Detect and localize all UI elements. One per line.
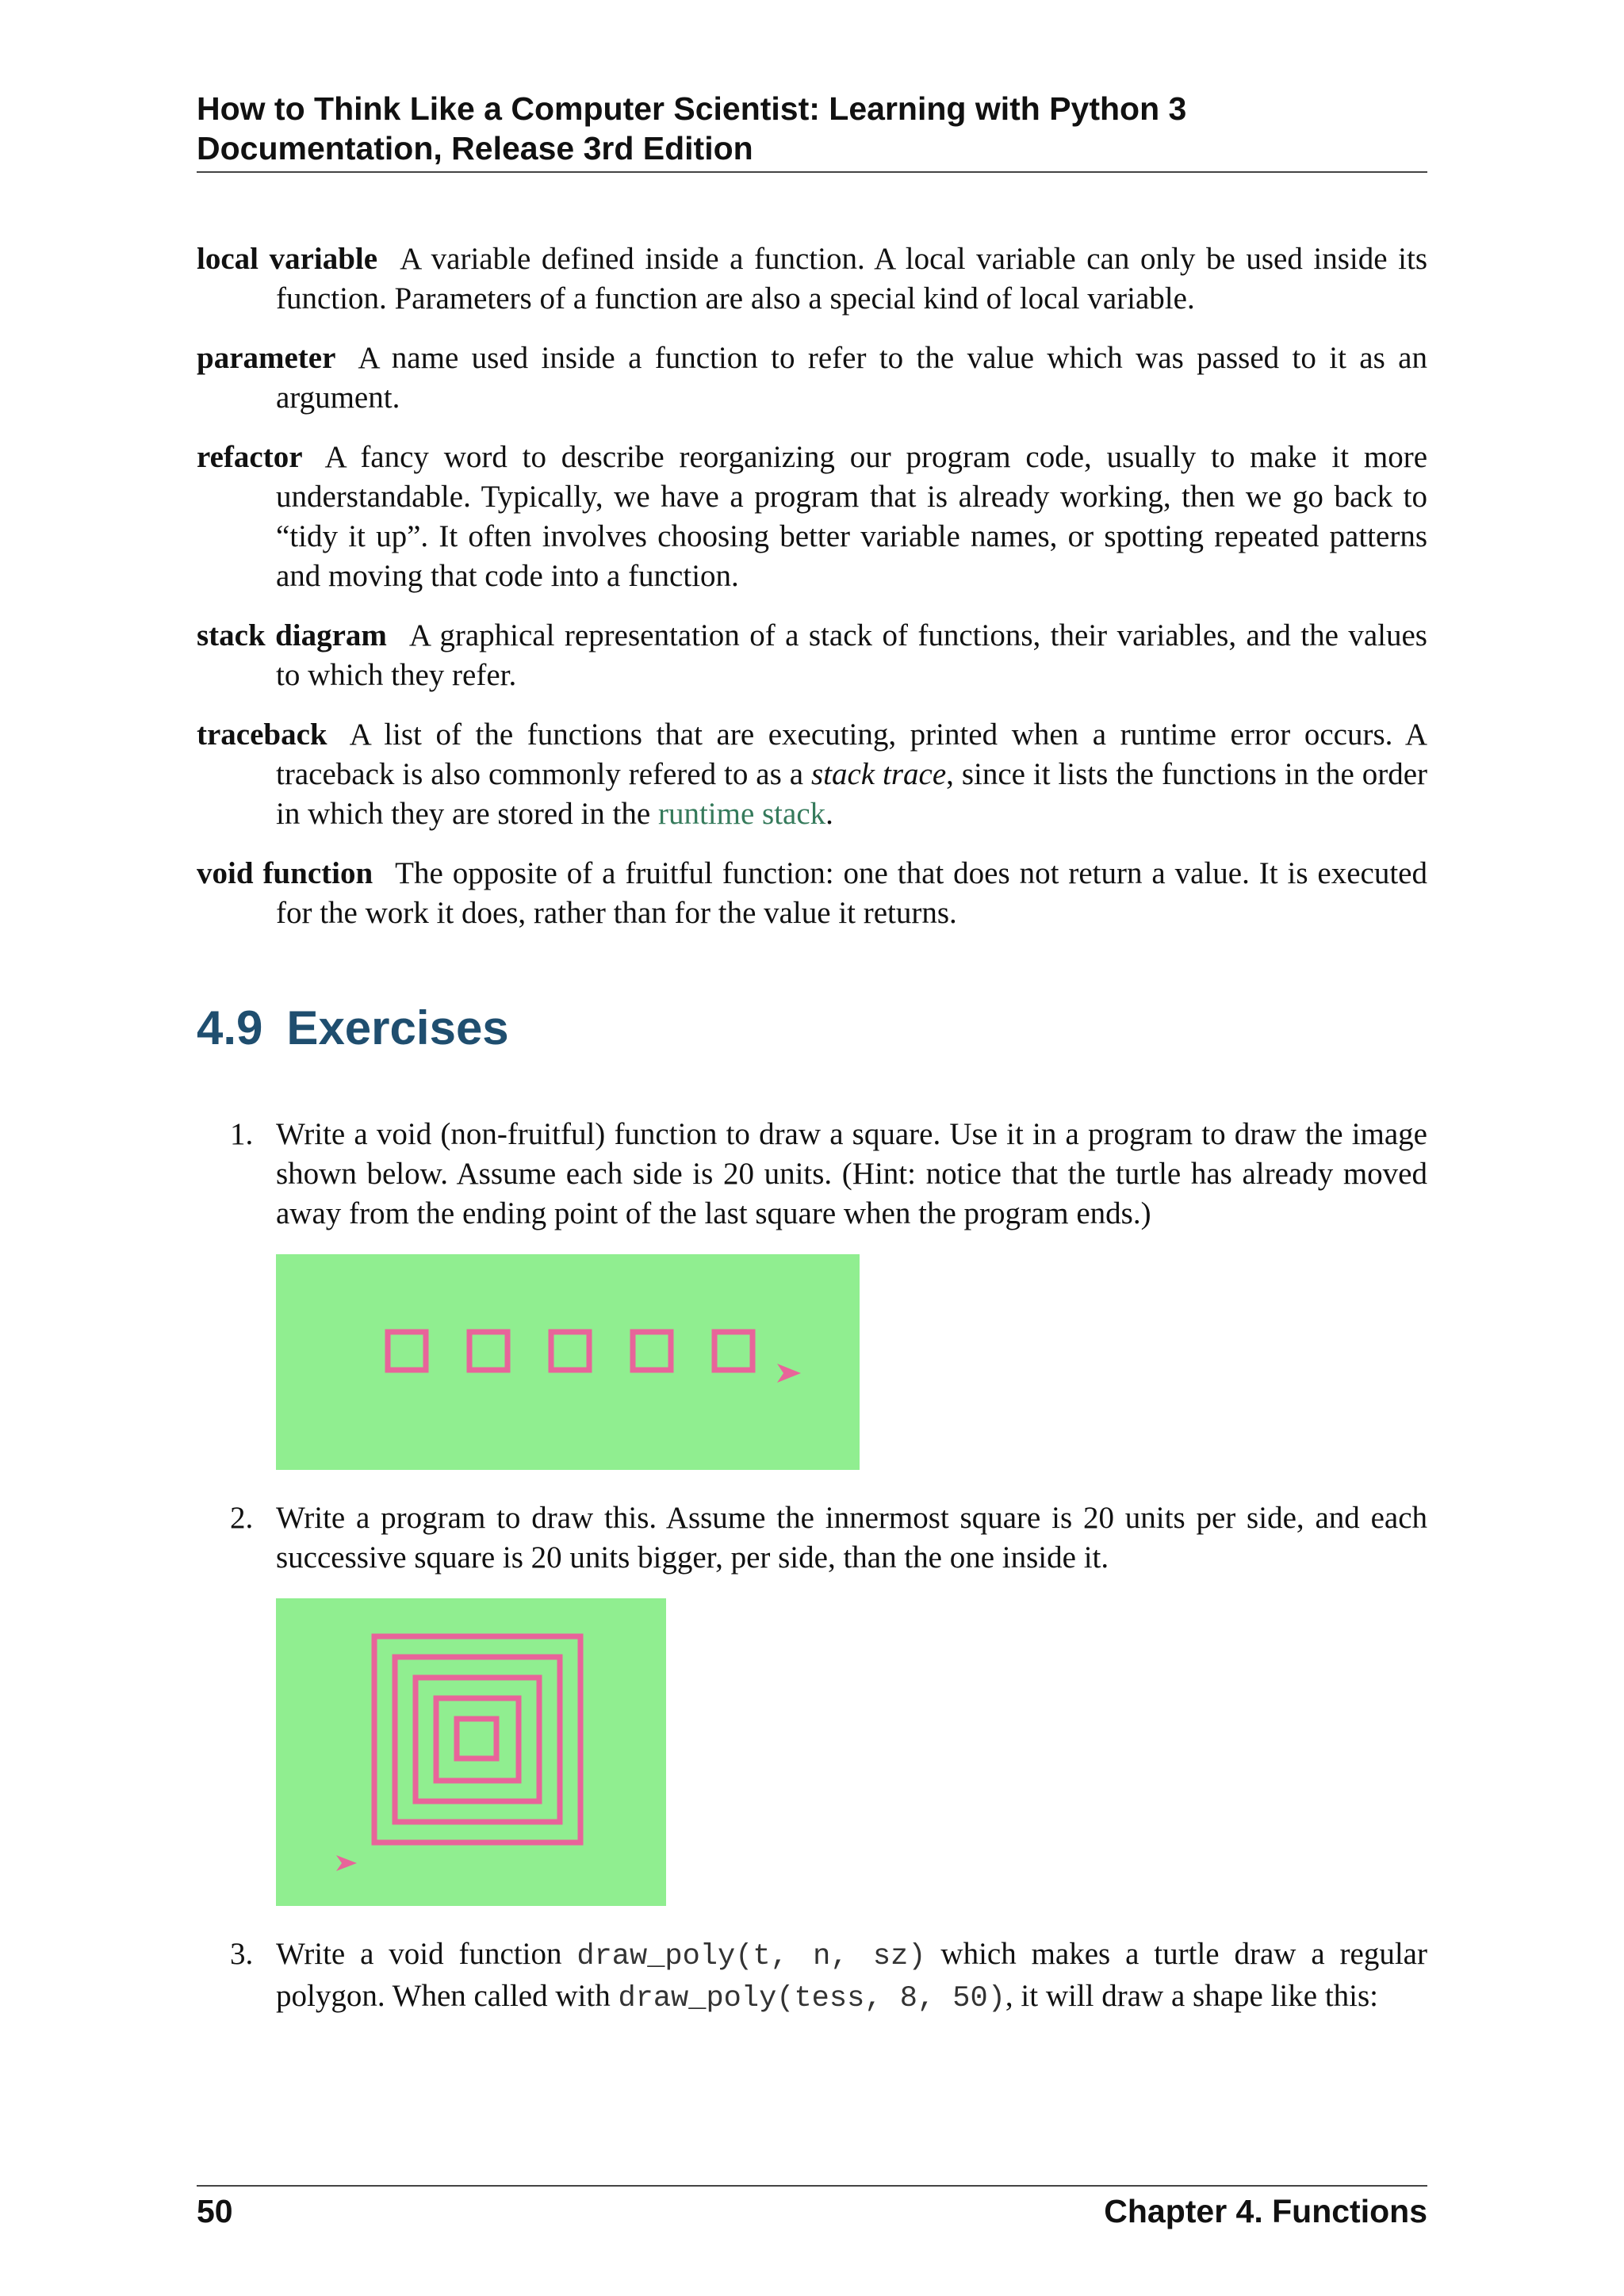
- glossary-definition-part: .: [825, 797, 833, 831]
- glossary-definition: A graphical representation of a stack of functions, their variables, and the values to which they refer.: [276, 618, 1427, 692]
- nested-squares-figure: [276, 1598, 666, 1906]
- glossary-term: traceback: [197, 718, 327, 752]
- glossary-list: [197, 239, 1427, 953]
- glossary-definition: A variable defined inside a function. A local variable can only be used inside its function. Parameters of a function are also a special kind of local variable.: [276, 242, 1428, 316]
- section-heading: [197, 1001, 509, 1055]
- exercise-text-part: Write a void function: [276, 1937, 577, 1971]
- squares-row-figure: [276, 1254, 860, 1470]
- section-number: 4.9: [197, 1001, 263, 1054]
- square-1: [388, 1332, 426, 1370]
- nested-square-2: [436, 1698, 519, 1781]
- glossary-entry-traceback: [197, 715, 1427, 834]
- glossary-term: void function: [197, 856, 373, 890]
- section-title: Exercises: [286, 1001, 509, 1054]
- exercise-number: 2.: [230, 1501, 254, 1535]
- runtime-stack-link[interactable]: runtime stack: [657, 797, 826, 831]
- square-4: [633, 1332, 671, 1370]
- glossary-term: refactor: [197, 440, 303, 474]
- glossary-emphasis: stack trace: [810, 757, 947, 791]
- glossary-entry-refactor: [197, 438, 1427, 596]
- square-2: [469, 1332, 508, 1370]
- exercise-1: [230, 1115, 1427, 1234]
- page-number: 50: [197, 2193, 233, 2229]
- glossary-term: local variable: [197, 242, 378, 276]
- inline-code-draw-poly-signature: draw_poly(t, n, sz): [576, 1940, 926, 1973]
- glossary-entry-local-variable: [197, 239, 1427, 319]
- turtle-arrow-icon: [777, 1364, 801, 1383]
- glossary-term: stack diagram: [197, 618, 387, 652]
- glossary-definition: A name used inside a function to refer to the value which was passed to it as an argument.: [276, 341, 1427, 415]
- turtle-arrow-icon: [336, 1855, 357, 1871]
- exercise-3: [230, 1934, 1427, 2019]
- exercise-text-part: which makes a turtle draw a regular polygon. When called with: [276, 1937, 1427, 2013]
- nested-square-4: [395, 1657, 560, 1822]
- glossary-definition: A fancy word to describe reorganizing our program code, usually to make it more understandable. Typically, we have a program that is already working, then we go back to “tidy it up”. It often involves choosing better variable names, or spotting repeated patterns and moving that code into a function.: [276, 440, 1427, 593]
- nested-square-5: [374, 1636, 580, 1843]
- glossary-definition: The opposite of a fruitful function: one that does not return a value. It is executed for the work it does, rather than for the value it returns.: [276, 856, 1427, 930]
- inline-code-draw-poly-call: draw_poly(tess, 8, 50): [618, 1982, 1005, 2015]
- exercise-text-part: , it will draw a shape like this:: [1005, 1979, 1378, 2013]
- glossary-term: parameter: [197, 341, 336, 375]
- square-5: [714, 1332, 753, 1370]
- exercise-text: Write a void (non-fruitful) function to draw a square. Use it in a program to draw the image shown below. Assume each side is 20 units. (Hint: notice that the turtle has already moved away from the ending point of the last square when the program ends.): [276, 1117, 1427, 1230]
- exercise-number: 1.: [230, 1117, 254, 1151]
- glossary-definition-part: A list of the functions that are executing, printed when a runtime error occurs. A traceback is also commonly refered to as a: [276, 718, 1427, 791]
- square-3: [551, 1332, 589, 1370]
- exercise-number: 3.: [230, 1937, 254, 1971]
- glossary-definition-part: , since it lists the functions in the order in which they are stored in the: [276, 757, 1427, 831]
- glossary-entry-stack-diagram: [197, 616, 1427, 695]
- nested-square-1: [457, 1719, 496, 1758]
- header-line-2: Documentation, Release 3rd Edition: [197, 130, 753, 166]
- page-footer: [197, 2185, 1427, 2231]
- exercise-text: Write a program to draw this. Assume the innermost square is 20 units per side, and each successive square is 20 units bigger, per side, than the one inside it.: [276, 1501, 1427, 1575]
- running-header: [197, 89, 1427, 173]
- glossary-entry-parameter: [197, 339, 1427, 418]
- exercise-2: [230, 1498, 1427, 1578]
- glossary-entry-void-function: [197, 854, 1427, 933]
- chapter-label: Chapter 4. Functions: [1104, 2193, 1427, 2229]
- header-line-1: How to Think Like a Computer Scientist: Learning with Python 3: [197, 90, 1187, 127]
